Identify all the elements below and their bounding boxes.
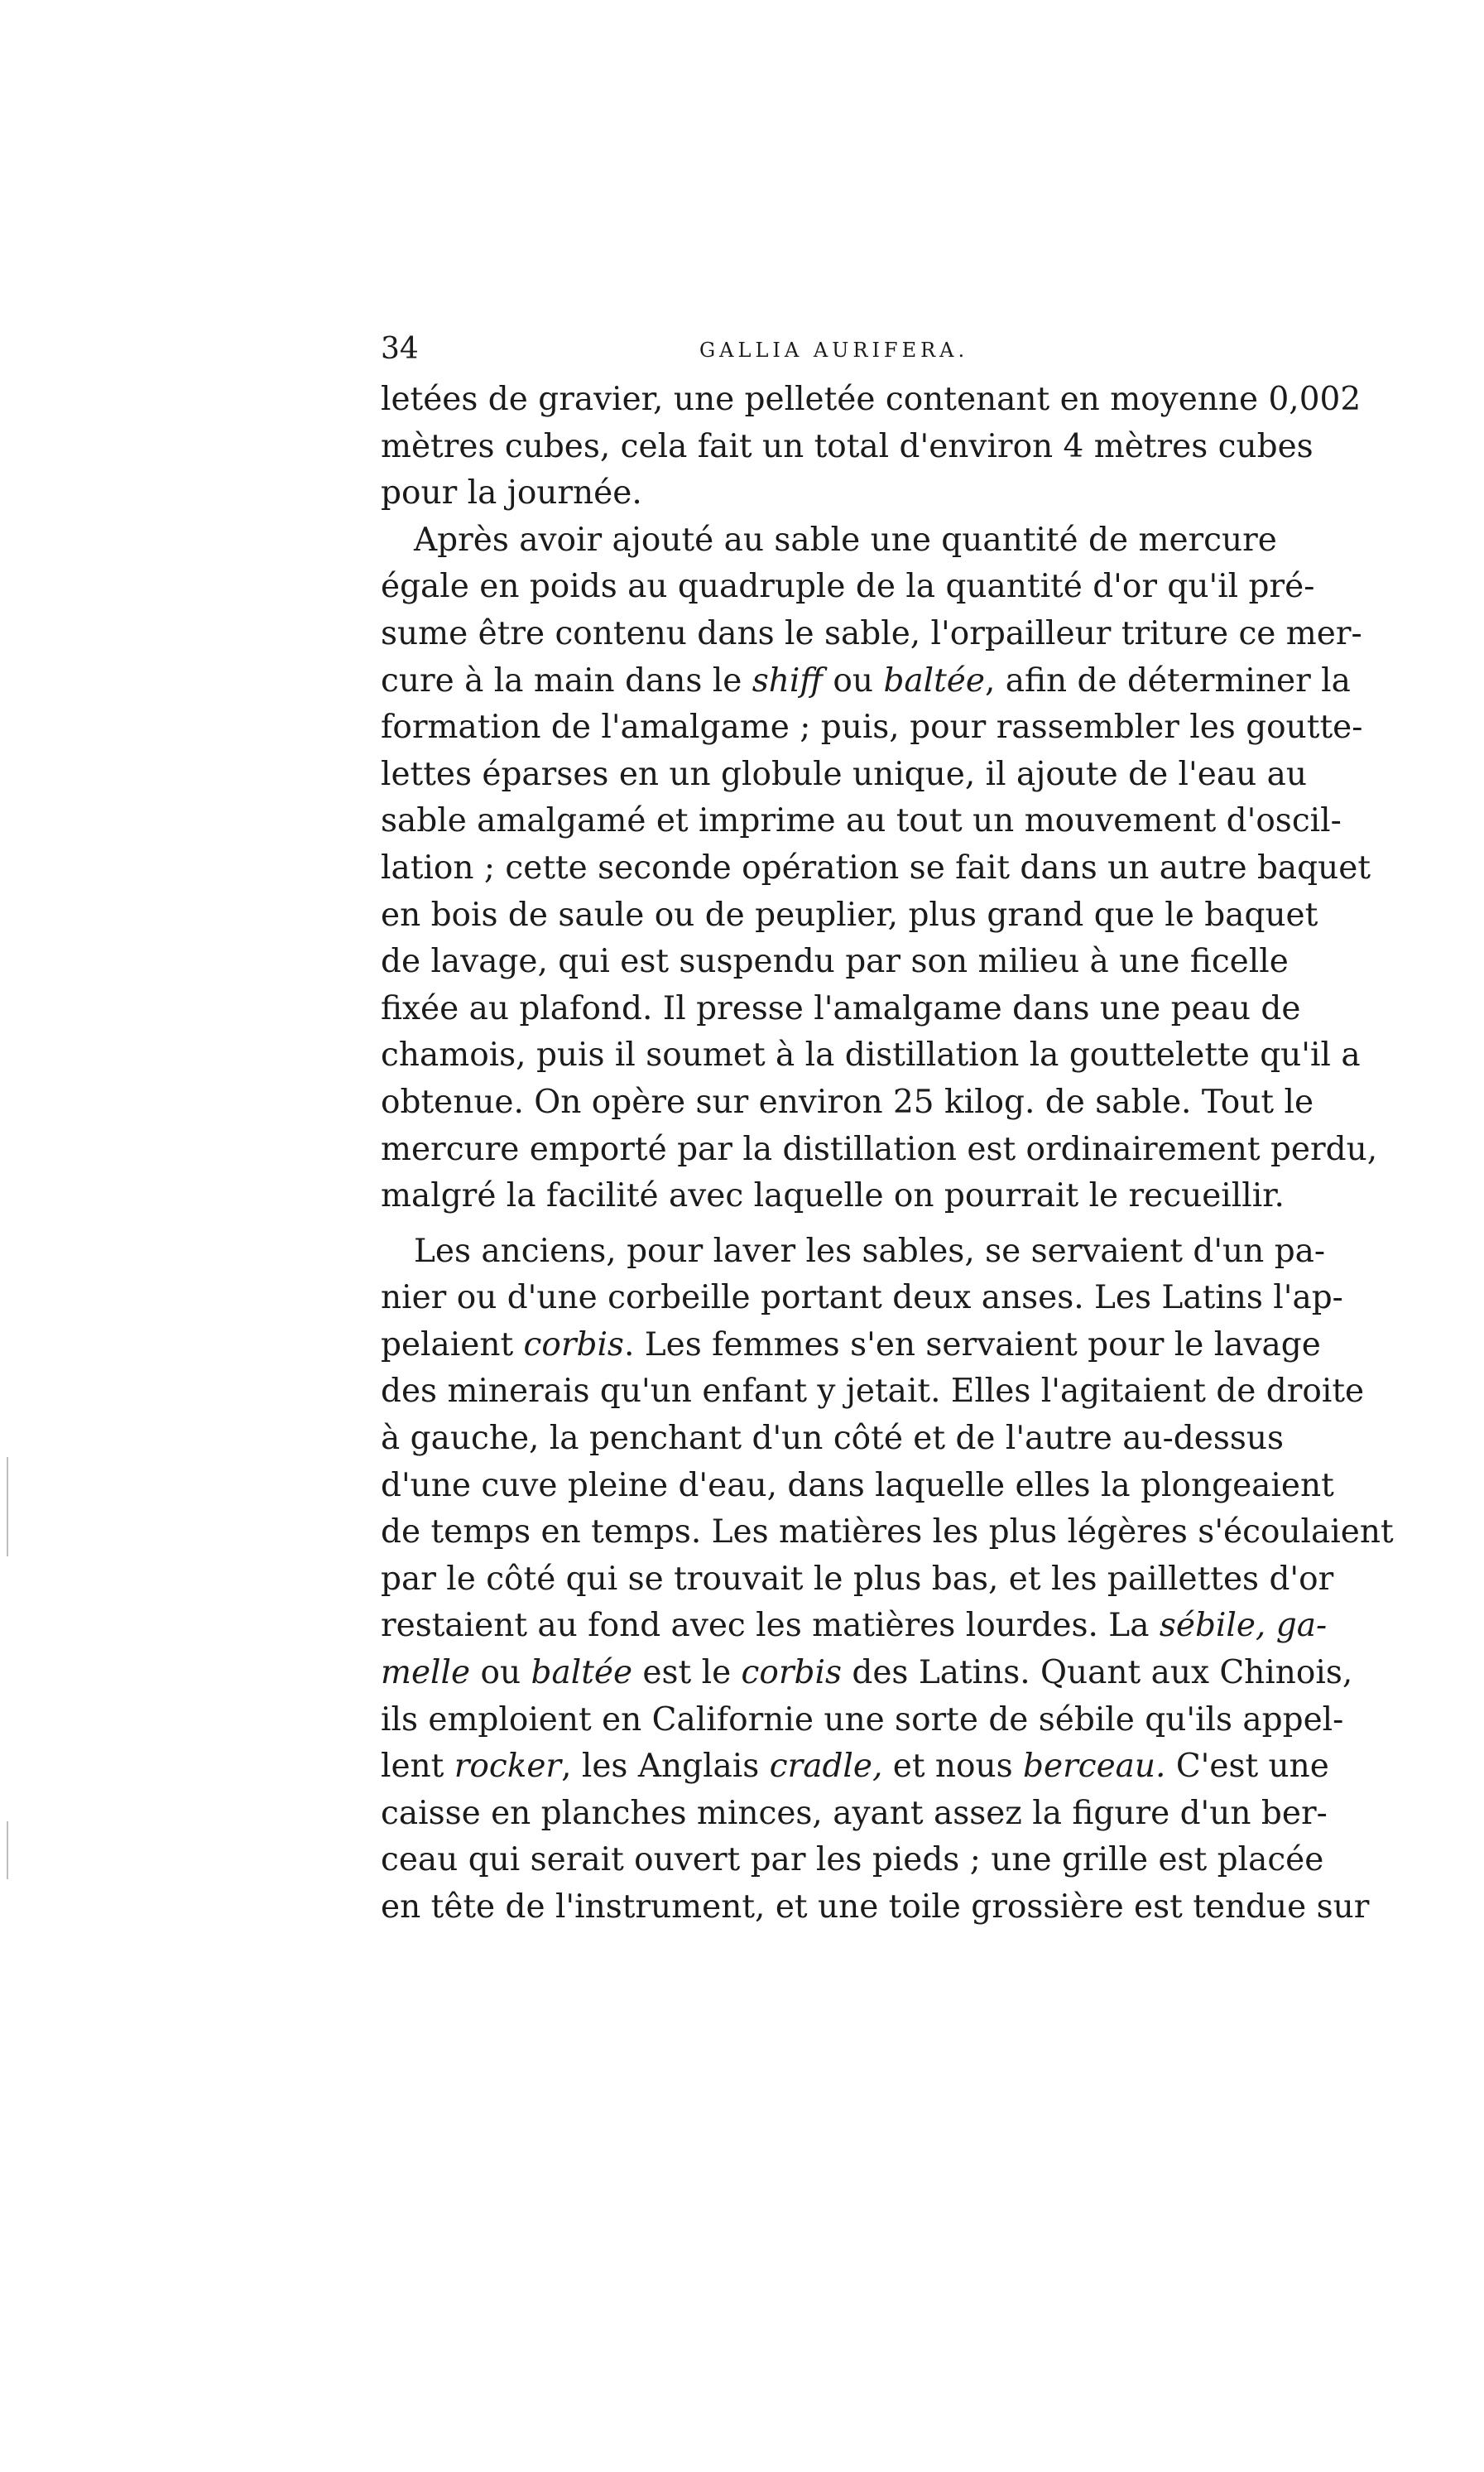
text-line: malgré la facilité avec laquelle on pourrait le recueillir. <box>381 1177 1285 1215</box>
text-line <box>381 658 1351 705</box>
text-line: en tête de l'instrument, et une toile grossière est tendue sur <box>381 1888 1370 1926</box>
text-line: ils emploient en Californie une sorte de sébile qu'ils appel- <box>381 1700 1344 1739</box>
text-run: et nous <box>882 1748 1024 1786</box>
text-line: en bois de saule ou de peuplier, plus grand que le baquet <box>381 896 1318 934</box>
italic-term: melle <box>381 1654 471 1692</box>
text-run: lent <box>381 1748 454 1786</box>
text-line: Les anciens, pour laver les sables, se servaient d'un pa- <box>414 1232 1326 1270</box>
text-line: ceau qui serait ouvert par les pieds ; une grille est placée <box>381 1841 1324 1879</box>
text-run: , afin de déterminer la <box>984 661 1351 700</box>
text-run: est le <box>632 1654 742 1692</box>
text-line: chamois, puis il soumet à la distillation la gouttelette qu'il a <box>381 1036 1361 1075</box>
italic-term: baltée <box>531 1654 633 1692</box>
italic-term: berceau. <box>1023 1748 1166 1786</box>
page-header <box>381 333 1275 366</box>
text-line: par le côté qui se trouvait le plus bas, et les paillettes d'or <box>381 1560 1334 1598</box>
text-line: égale en poids au quadruple de la quantité d'or qu'il pré- <box>381 568 1315 606</box>
text-line: nier ou d'une corbeille portant deux anses. Les Latins l'ap- <box>381 1279 1343 1317</box>
text-run: C'est une <box>1165 1748 1329 1786</box>
text-line: lettes éparses en un globule unique, il ajoute de l'eau au <box>381 755 1307 793</box>
text-run: . Les femmes s'en servaient pour le lavage <box>623 1325 1321 1363</box>
italic-term: shiff <box>752 661 824 700</box>
italic-term: rocker <box>454 1748 562 1786</box>
scan-edge-mark <box>7 1821 8 1879</box>
text-line: letées de gravier, une pelletée contenant en moyenne 0,002 <box>381 381 1362 418</box>
text-line <box>381 1743 1329 1791</box>
text-line: mercure emporté par la distillation est ordinairement perdu, <box>381 1130 1378 1168</box>
italic-term: sébile, ga- <box>1159 1607 1328 1645</box>
italic-term: corbis <box>741 1654 842 1692</box>
text-line: sable amalgamé et imprime au tout un mouvement d'oscil- <box>381 802 1342 840</box>
text-run: , les Anglais <box>561 1748 770 1786</box>
running-title: GALLIA AURIFERA. <box>699 339 969 362</box>
text-run: pelaient <box>381 1325 524 1363</box>
text-line: à gauche, la penchant d'un côté et de l'autre au-dessus <box>381 1420 1284 1458</box>
text-line <box>381 1603 1328 1650</box>
text-line: pour la journée. <box>381 474 642 512</box>
text-run: ou <box>823 661 884 700</box>
text-run: ou <box>470 1654 531 1692</box>
text-run: cure à la main dans le <box>381 661 752 700</box>
text-run: restaient au fond avec les matières lourdes. La <box>381 1607 1160 1645</box>
text-line <box>381 1322 1321 1369</box>
text-line: sume être contenu dans le sable, l'orpailleur triture ce mer- <box>381 614 1362 652</box>
text-line: caisse en planches minces, ayant assez la figure d'un ber- <box>381 1794 1328 1832</box>
italic-term: corbis <box>523 1325 624 1363</box>
text-line: des minerais qu'un enfant y jetait. Elles l'agitaient de droite <box>381 1373 1365 1411</box>
page-number: 34 <box>381 332 419 366</box>
text-line: fixée au plafond. Il presse l'amalgame dans une peau de <box>381 989 1301 1027</box>
text-line: mètres cubes, cela fait un total d'environ 4 mètres cubes <box>381 427 1314 465</box>
text-line: de temps en temps. Les matières les plus légères s'écoulaient <box>381 1513 1394 1551</box>
text-line: formation de l'amalgame ; puis, pour rassembler les goutte- <box>381 709 1363 747</box>
italic-term: baltée <box>883 661 985 700</box>
text-line <box>381 1650 1353 1697</box>
text-run: des Latins. Quant aux Chinois, <box>841 1654 1353 1692</box>
scan-edge-mark <box>7 1457 8 1556</box>
text-line: lation ; cette seconde opération se fait dans un autre baquet <box>381 849 1371 887</box>
text-line: Après avoir ajouté au sable une quantité de mercure <box>414 521 1277 559</box>
text-line: de lavage, qui est suspendu par son milieu à une ficelle <box>381 943 1289 981</box>
paragraph-gap <box>381 1220 1273 1229</box>
text-line: d'une cuve pleine d'eau, dans laquelle elles la plongeaient <box>381 1466 1334 1504</box>
body-text <box>381 377 1394 1931</box>
text-line: obtenue. On opère sur environ 25 kilog. de sable. Tout le <box>381 1083 1314 1121</box>
italic-term: cradle, <box>769 1748 883 1786</box>
